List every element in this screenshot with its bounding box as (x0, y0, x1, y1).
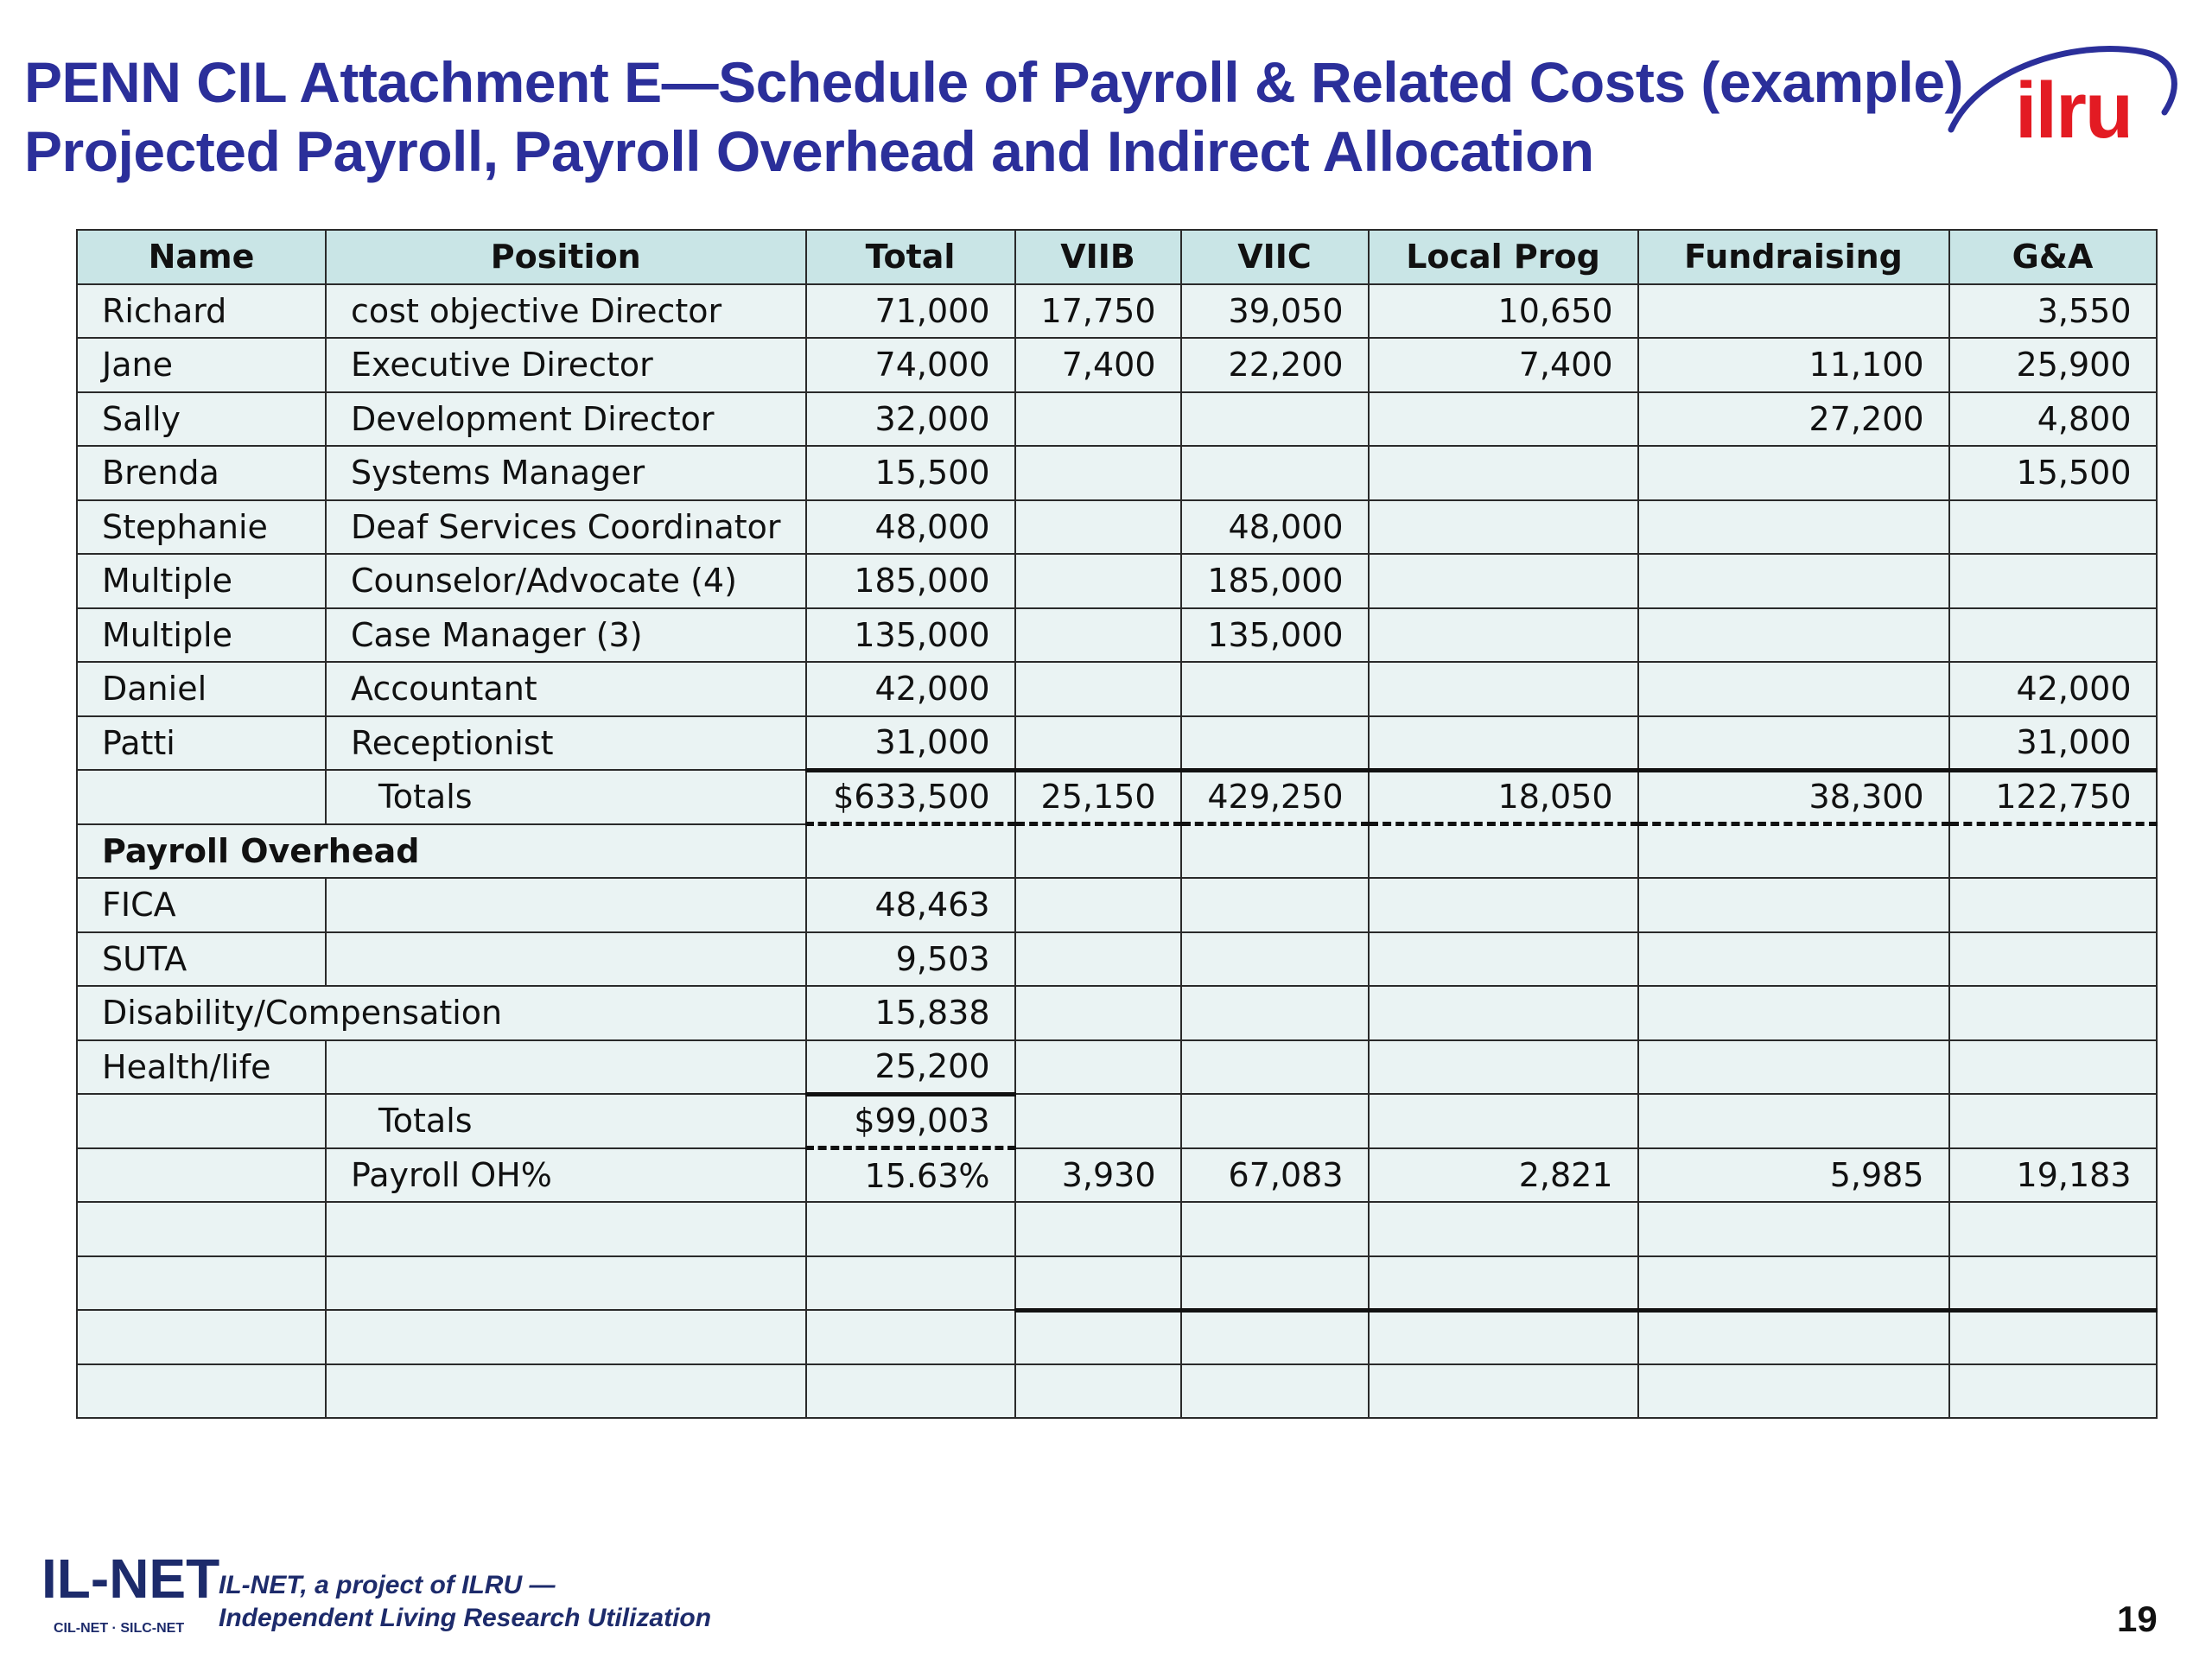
cell-empty (326, 1040, 806, 1095)
cell-empty (1015, 878, 1181, 932)
cell-total: 25,200 (806, 1040, 1015, 1095)
cell-viic: 22,200 (1181, 338, 1369, 392)
title-line-2: Projected Payroll, Payroll Overhead and Indirect Allocation (24, 119, 1594, 183)
table-header-row (77, 230, 2157, 284)
cell-viib (1015, 554, 1181, 608)
cell-empty (1369, 986, 1638, 1040)
overhead-label: SUTA (77, 932, 326, 987)
cell-empty (1369, 824, 1638, 879)
cell-position: Counselor/Advocate (4) (326, 554, 806, 608)
cell-empty (1949, 1256, 2157, 1311)
cell-ga (1949, 500, 2157, 555)
overhead-totals-row (77, 1094, 2157, 1148)
cell-total: 48,000 (806, 500, 1015, 555)
cell-empty (1949, 1094, 2157, 1148)
cell-empty (1015, 1256, 1181, 1311)
cell-empty (326, 1310, 806, 1364)
cell-empty (1015, 986, 1181, 1040)
cell-empty (77, 1364, 326, 1419)
cell-empty (1015, 824, 1181, 879)
cell-empty (1949, 824, 2157, 879)
cell-viib (1015, 392, 1181, 447)
cell-total: 9,503 (806, 932, 1015, 987)
title-line-1: PENN CIL Attachment E—Schedule of Payroll & Related Costs (example) (24, 50, 1964, 114)
cell-viic: 67,083 (1181, 1148, 1369, 1203)
cell-total: 74,000 (806, 338, 1015, 392)
cell-total: 42,000 (806, 662, 1015, 716)
empty-row (77, 1310, 2157, 1364)
cell-empty (1949, 932, 2157, 987)
totals-label: Totals (326, 1094, 806, 1148)
cell-empty (1015, 1364, 1181, 1419)
cell-empty (1181, 1202, 1369, 1256)
overhead-section-label: Payroll Overhead (77, 824, 806, 879)
header-local-prog: Local Prog (1369, 230, 1638, 284)
cell-empty (1638, 824, 1949, 879)
cell-empty (1638, 878, 1949, 932)
cell-local-prog: 10,650 (1369, 284, 1638, 339)
cell-total: 15,500 (806, 446, 1015, 500)
totals-label: Totals (326, 770, 806, 824)
il-net-logo: IL-NET (41, 1548, 220, 1610)
cell-position: Deaf Services Coordinator (326, 500, 806, 555)
cell-name: Multiple (77, 608, 326, 663)
table-row (77, 554, 2157, 608)
cell-empty (1369, 1202, 1638, 1256)
cell-name: Daniel (77, 662, 326, 716)
overhead-label: FICA (77, 878, 326, 932)
cell-empty (1181, 986, 1369, 1040)
cell-local-prog (1369, 446, 1638, 500)
overhead-row (77, 1040, 2157, 1095)
cell-empty (1181, 1364, 1369, 1419)
cell-fundraising (1638, 608, 1949, 663)
cell-ga: 19,183 (1949, 1148, 2157, 1203)
overhead-row (77, 986, 2157, 1040)
cell-empty (1949, 1040, 2157, 1095)
table-row (77, 284, 2157, 339)
cell-ga: 3,550 (1949, 284, 2157, 339)
cell-empty (1369, 1040, 1638, 1095)
cell-ga: 122,750 (1949, 770, 2157, 824)
cell-ga: 42,000 (1949, 662, 2157, 716)
table-row (77, 608, 2157, 663)
cell-total: 15.63% (806, 1148, 1015, 1203)
overhead-row (77, 878, 2157, 932)
footer-line-1: IL-NET, a project of ILRU — (219, 1571, 556, 1599)
page-number: 19 (2117, 1599, 2158, 1639)
cell-viic (1181, 446, 1369, 500)
cell-empty (1181, 1310, 1369, 1364)
cell-total: 15,838 (806, 986, 1015, 1040)
cell-viic: 429,250 (1181, 770, 1369, 824)
cell-empty (806, 1310, 1015, 1364)
cell-empty (1181, 1040, 1369, 1095)
cell-total: 48,463 (806, 878, 1015, 932)
cell-empty (77, 1256, 326, 1311)
cell-empty (326, 1202, 806, 1256)
payroll-totals-row (77, 770, 2157, 824)
cell-empty (806, 1202, 1015, 1256)
cell-empty (1369, 1310, 1638, 1364)
cell-total: 31,000 (806, 716, 1015, 771)
cell-viib (1015, 446, 1181, 500)
payroll-oh-pct-row (77, 1148, 2157, 1203)
cell-empty (1638, 1364, 1949, 1419)
empty-row (77, 1364, 2157, 1419)
cell-name: Brenda (77, 446, 326, 500)
cell-name: Patti (77, 716, 326, 771)
table-row (77, 392, 2157, 447)
cell-viic: 135,000 (1181, 608, 1369, 663)
cell-local-prog (1369, 662, 1638, 716)
cell-position: Accountant (326, 662, 806, 716)
cell-empty (1638, 1202, 1949, 1256)
cell-empty (1949, 878, 2157, 932)
cell-name: Multiple (77, 554, 326, 608)
cell-fundraising (1638, 500, 1949, 555)
cell-viib (1015, 500, 1181, 555)
overhead-label: Health/life (77, 1040, 326, 1095)
cell-empty (1638, 1094, 1949, 1148)
cell-empty (1638, 1256, 1949, 1311)
cell-empty (806, 1364, 1015, 1419)
cell-ga (1949, 554, 2157, 608)
slide-title (24, 48, 1964, 186)
cell-fundraising (1638, 554, 1949, 608)
cell-empty (326, 932, 806, 987)
cell-empty (77, 1148, 326, 1203)
il-net-logo-sub: CIL-NET · SILC-NET (54, 1621, 185, 1636)
cell-local-prog (1369, 716, 1638, 771)
header-ga: G&A (1949, 230, 2157, 284)
cell-viib (1015, 608, 1181, 663)
cell-total: $99,003 (806, 1094, 1015, 1148)
cell-empty (1181, 824, 1369, 879)
cell-total: $633,500 (806, 770, 1015, 824)
cell-empty (1015, 1094, 1181, 1148)
cell-empty (1015, 932, 1181, 987)
cell-viic (1181, 716, 1369, 771)
table-row (77, 716, 2157, 771)
cell-empty (1369, 1256, 1638, 1311)
header-viib: VIIB (1015, 230, 1181, 284)
cell-empty (1181, 1256, 1369, 1311)
cell-viic (1181, 392, 1369, 447)
cell-total: 135,000 (806, 608, 1015, 663)
table-row (77, 338, 2157, 392)
cell-empty (806, 1256, 1015, 1311)
cell-viib: 3,930 (1015, 1148, 1181, 1203)
cell-viib (1015, 716, 1181, 771)
cell-empty (77, 1310, 326, 1364)
cell-position: Case Manager (3) (326, 608, 806, 663)
cell-fundraising: 38,300 (1638, 770, 1949, 824)
table-row (77, 662, 2157, 716)
cell-fundraising: 27,200 (1638, 392, 1949, 447)
cell-empty (1638, 986, 1949, 1040)
cell-empty (1949, 1364, 2157, 1419)
cell-local-prog (1369, 554, 1638, 608)
cell-fundraising (1638, 716, 1949, 771)
ilru-logo (1944, 35, 2186, 164)
header-position: Position (326, 230, 806, 284)
cell-empty (1181, 878, 1369, 932)
cell-empty (1015, 1202, 1181, 1256)
cell-viic: 48,000 (1181, 500, 1369, 555)
payroll-table (76, 229, 2158, 1419)
cell-viib: 17,750 (1015, 284, 1181, 339)
cell-local-prog: 18,050 (1369, 770, 1638, 824)
cell-empty (806, 824, 1015, 879)
header-total: Total (806, 230, 1015, 284)
cell-viic: 185,000 (1181, 554, 1369, 608)
overhead-label: Disability/Compensation (77, 986, 806, 1040)
cell-empty (1638, 1310, 1949, 1364)
cell-empty (1369, 932, 1638, 987)
cell-ga: 15,500 (1949, 446, 2157, 500)
cell-ga: 31,000 (1949, 716, 2157, 771)
cell-empty (1181, 1094, 1369, 1148)
table-row (77, 446, 2157, 500)
cell-total: 185,000 (806, 554, 1015, 608)
cell-position: Systems Manager (326, 446, 806, 500)
cell-name: Sally (77, 392, 326, 447)
cell-fundraising (1638, 284, 1949, 339)
cell-empty (77, 770, 326, 824)
ilru-logo-text: ilru (2015, 67, 2133, 155)
table-row (77, 500, 2157, 555)
cell-empty (1181, 932, 1369, 987)
cell-name: Jane (77, 338, 326, 392)
cell-local-prog (1369, 608, 1638, 663)
cell-fundraising: 11,100 (1638, 338, 1949, 392)
cell-empty (1638, 1040, 1949, 1095)
cell-name: Richard (77, 284, 326, 339)
cell-empty (326, 878, 806, 932)
cell-empty (1015, 1040, 1181, 1095)
cell-position: Receptionist (326, 716, 806, 771)
cell-empty (1369, 1364, 1638, 1419)
cell-empty (1949, 1202, 2157, 1256)
cell-empty (1015, 1310, 1181, 1364)
cell-empty (77, 1202, 326, 1256)
empty-row (77, 1256, 2157, 1311)
cell-empty (1949, 1310, 2157, 1364)
cell-empty (1638, 932, 1949, 987)
footer-description (219, 1569, 711, 1635)
cell-local-prog (1369, 500, 1638, 555)
cell-local-prog: 2,821 (1369, 1148, 1638, 1203)
cell-fundraising (1638, 662, 1949, 716)
cell-position: Development Director (326, 392, 806, 447)
cell-position: cost objective Director (326, 284, 806, 339)
cell-position: Executive Director (326, 338, 806, 392)
cell-empty (326, 1364, 806, 1419)
overhead-section-row (77, 824, 2157, 879)
footer-line-2: Independent Living Research Utilization (219, 1604, 712, 1632)
cell-viib: 7,400 (1015, 338, 1181, 392)
empty-row (77, 1202, 2157, 1256)
cell-total: 71,000 (806, 284, 1015, 339)
cell-viib: 25,150 (1015, 770, 1181, 824)
cell-viic: 39,050 (1181, 284, 1369, 339)
cell-ga: 4,800 (1949, 392, 2157, 447)
cell-fundraising (1638, 446, 1949, 500)
overhead-row (77, 932, 2157, 987)
cell-local-prog (1369, 392, 1638, 447)
header-viic: VIIC (1181, 230, 1369, 284)
header-name: Name (77, 230, 326, 284)
cell-empty (1369, 878, 1638, 932)
cell-total: 32,000 (806, 392, 1015, 447)
cell-empty (326, 1256, 806, 1311)
cell-empty (77, 1094, 326, 1148)
cell-empty (1369, 1094, 1638, 1148)
cell-ga (1949, 608, 2157, 663)
cell-local-prog: 7,400 (1369, 338, 1638, 392)
cell-viib (1015, 662, 1181, 716)
cell-name: Stephanie (77, 500, 326, 555)
cell-ga: 25,900 (1949, 338, 2157, 392)
cell-empty (1949, 986, 2157, 1040)
cell-fundraising: 5,985 (1638, 1148, 1949, 1203)
oh-pct-label: Payroll OH% (326, 1148, 806, 1203)
header-fundraising: Fundraising (1638, 230, 1949, 284)
cell-viic (1181, 662, 1369, 716)
